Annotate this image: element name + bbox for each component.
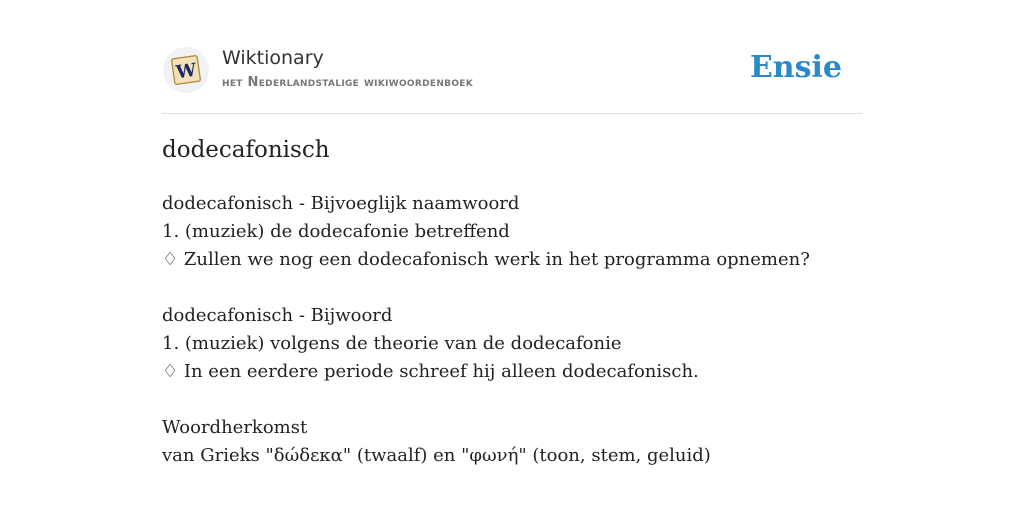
site-name[interactable]: Wiktionary [222, 47, 324, 69]
entry-content [162, 190, 862, 470]
etymology-text: van Grieks "δώδεκα" (twaalf) en "φωνή" (toon, stem, geluid) [162, 445, 711, 466]
section-adverb [162, 302, 862, 386]
header-divider [162, 113, 862, 114]
page-title: dodecafonisch [162, 137, 330, 163]
site-tagline: het Nederlandstalige wikiwoordenboek [222, 75, 473, 90]
definition: 1. (muziek) de dodecafonie betreffend [162, 221, 510, 242]
wiktionary-logo-icon[interactable] [162, 46, 210, 94]
spacer [162, 274, 862, 302]
example: ♢ Zullen we nog een dodecafonisch werk in het programma opnemen? [162, 249, 810, 270]
definition: 1. (muziek) volgens de theorie van de dodecafonie [162, 333, 622, 354]
section-heading: dodecafonisch - Bijwoord [162, 305, 393, 326]
logo-letter: W [174, 59, 198, 84]
site-header [162, 46, 862, 96]
section-adjective [162, 190, 862, 274]
ensie-brand-link[interactable]: Ensie [749, 50, 842, 85]
example: ♢ In een eerdere periode schreef hij alleen dodecafonisch. [162, 361, 699, 382]
spacer [162, 386, 862, 414]
section-heading: dodecafonisch - Bijvoeglijk naamwoord [162, 193, 520, 214]
section-etymology [162, 414, 862, 470]
etymology-heading: Woordherkomst [162, 417, 308, 438]
